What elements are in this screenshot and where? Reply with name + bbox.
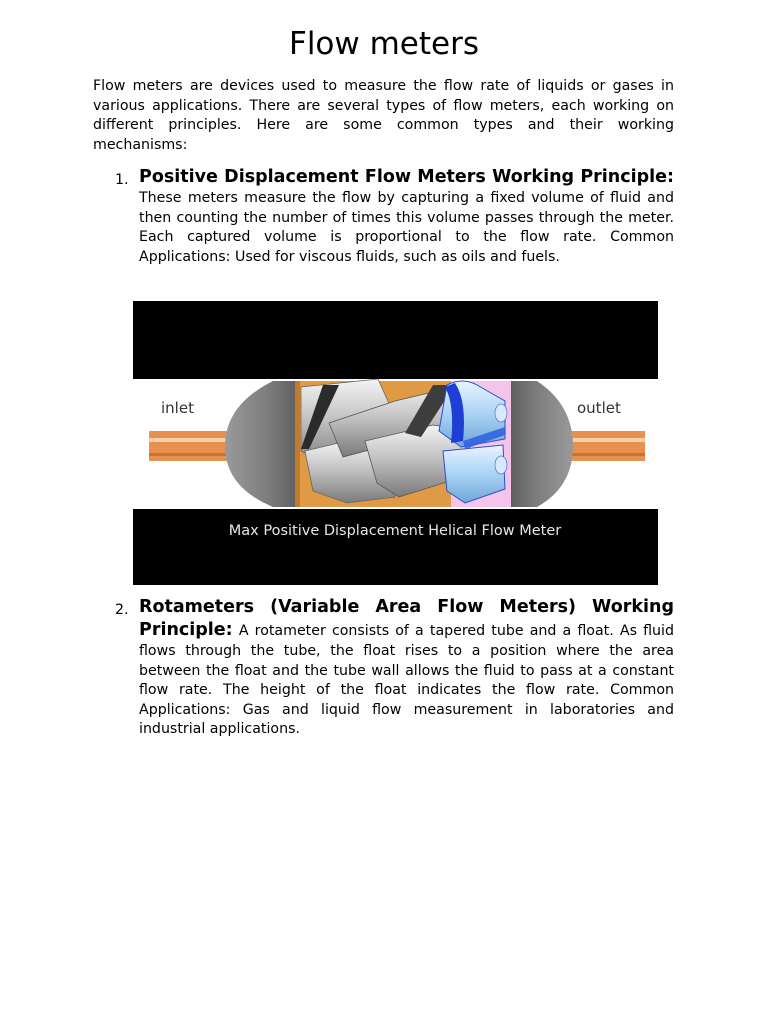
list-item-heading: Positive Displacement Flow Meters Working Principle: [139, 167, 674, 187]
page-title: Flow meters [288, 26, 479, 62]
list-number: 2. [115, 602, 129, 618]
helical-flow-meter-image [133, 301, 658, 585]
outlet-label: outlet [577, 399, 621, 417]
inlet-label: inlet [161, 399, 194, 417]
list-item-body: These meters measure the flow by capturing a fixed volume of fluid and then counting the number of times this volume passes through the meter. Each captured volume is proportional to the flow rate. Common Applications: Used for viscous fluids, such as oils and fuels. [139, 190, 674, 265]
list-item-body: A rotameter consists of a tapered tube and a float. As fluid flows through the tube, the float rises to a position where the area between the float and the tube wall allows the fluid to pass at a constant flow rate. The height of the float indicates the flow rate. Common Applications: Gas and liquid flow measurement in laboratories and industrial applications. [139, 623, 674, 738]
list-item [139, 166, 674, 267]
intro-paragraph: Flow meters are devices used to measure the flow rate of liquids or gases in various applications. There are several types of flow meters, each working on different principles. Here are some common types and their working mechanisms: [93, 78, 674, 153]
figure-caption: Max Positive Displacement Helical Flow Meter [228, 523, 562, 539]
list-item-heading: Rotameters (Variable Area Flow Meters) Working Principle: [139, 597, 674, 640]
list-item [139, 596, 674, 740]
list-number: 1. [115, 172, 129, 188]
